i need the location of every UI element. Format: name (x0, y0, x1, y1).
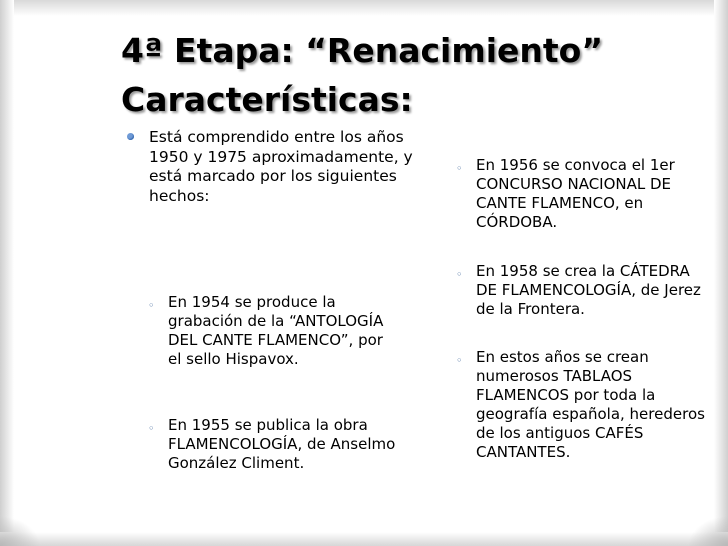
right-sub-item-3 (456, 348, 706, 462)
frame-bottom-edge (0, 532, 728, 546)
ring-bullet-icon: ◦ (456, 162, 463, 175)
frame-left-edge (0, 0, 14, 546)
left-sub-text-2: En 1955 se publica la obra FLAMENCOLOGÍA, de Anselmo González Climent. (168, 416, 396, 472)
title-line-2: Características: (121, 80, 413, 119)
frame-corner-bottom-right (688, 516, 728, 546)
ring-bullet-icon: ◦ (148, 299, 155, 312)
ring-bullet-icon: ◦ (456, 268, 463, 281)
frame-right-edge (714, 0, 728, 546)
main-bullet (127, 128, 417, 206)
right-sub-text-1: En 1956 se convoca el 1er CONCURSO NACIONAL DE CANTE FLAMENCO, en CÓRDOBA. (476, 156, 675, 231)
frame-corner-bottom-left (0, 516, 40, 546)
title-line-1: 4ª Etapa: “Renacimiento” (121, 31, 604, 70)
left-sub-item-2 (148, 416, 398, 473)
left-sub-item-1 (148, 293, 398, 369)
ring-bullet-icon: ◦ (148, 422, 155, 435)
slide-title (121, 26, 681, 124)
ring-bullet-icon: ◦ (456, 354, 463, 367)
main-bullet-text: Está comprendido entre los años 1950 y 1975 aproximadamente, y está marcado por los siguientes hechos: (149, 128, 413, 205)
right-sub-text-2: En 1958 se crea la CÁTEDRA DE FLAMENCOLOGÍA, de Jerez de la Frontera. (476, 262, 701, 318)
right-sub-text-3: En estos años se crean numerosos TABLAOS FLAMENCOS por toda la geografía española, herederos de los antiguos CAFÉS CANTANTES. (476, 348, 705, 461)
right-sub-item-2 (456, 262, 706, 319)
bullet-dot-icon (127, 133, 134, 140)
frame-top-edge (0, 0, 728, 16)
left-sub-text-1: En 1954 se produce la grabación de la “ANTOLOGÍA DEL CANTE FLAMENCO”, por el sello Hispavox. (168, 293, 384, 368)
right-sub-item-1 (456, 156, 706, 232)
